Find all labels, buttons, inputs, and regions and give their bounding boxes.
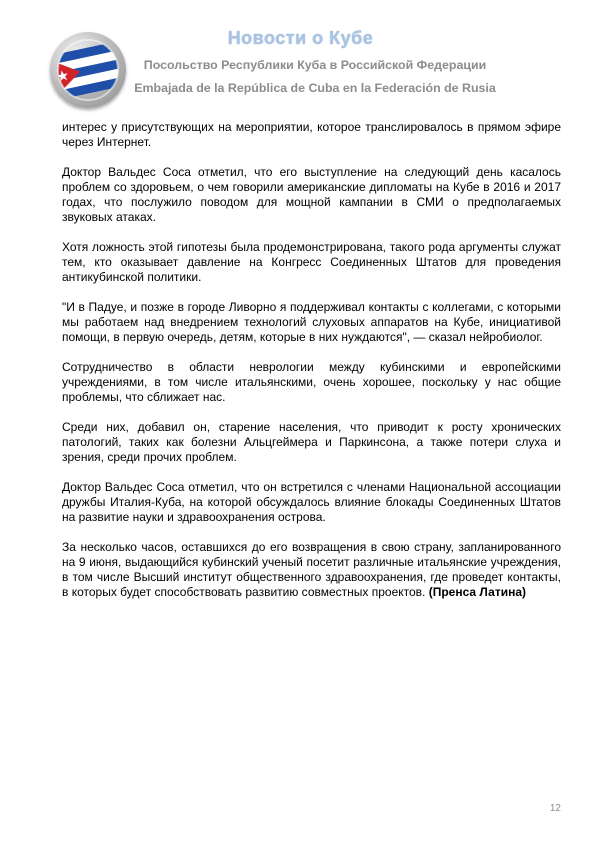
article-body xyxy=(62,120,561,600)
paragraph: интерес у присутствующих на мероприятии, которое транслировалось в прямом эфире через Интернет. xyxy=(62,120,561,149)
news-source: (Пренса Латина) xyxy=(428,585,526,599)
page-number: 12 xyxy=(549,803,561,814)
paragraph: Доктор Вальдес Соса отметил, что его выступление на следующий день касалось проблем со здоровьем, о чем говорили американские дипломаты на Кубе в 2016 и 2017 годах, что послужило поводом для мощной кампании в СМИ о предполагаемых звуковых атаках. xyxy=(62,165,561,224)
paragraph: "И в Падуе, и позже в городе Ливорно я поддерживал контакты с коллегами, с которыми мы работаем над внедрением технологий слуховых аппаратов на Кубе, инициативой помощи, в первую очередь, детям, которые в них нуждаются", — сказал нейробиолог. xyxy=(62,300,561,344)
page-header xyxy=(0,0,601,110)
masthead-title: Новости о Кубе xyxy=(227,28,374,48)
paragraph: Сотрудничество в области неврологии между кубинскими и европейскими учреждениями, в том числе итальянскими, очень хорошее, поскольку у нас общие проблемы, что сближает нас. xyxy=(62,360,561,404)
embassy-name-ru: Посольство Республики Куба в Российской Федерации xyxy=(143,58,487,72)
paragraph-text: За несколько часов, оставшихся до его возвращения в свою страну, запланированного на 9 июня, выдающийся кубинский ученый посетит различные итальянские учреждения, в том числе Высший институт общественного здравоохранения, где проведет контакты, в которых будет способствовать развитию совместных проектов. xyxy=(62,540,561,599)
paragraph: Доктор Вальдес Соса отметил, что он встретился с членами Национальной ассоциации дружбы Италия-Куба, на которой обсуждалось влияние блокады Соединенных Штатов на развитие науки и здравоохранения острова. xyxy=(62,480,561,524)
embassy-name-es: Embajada de la República de Cuba en la Federación de Rusia xyxy=(134,81,496,95)
paragraph: Среди них, добавил он, старение населения, что приводит к росту хронических патологий, таких как болезни Альцгеймера и Паркинсона, а также потери слуха и зрения, среди прочих проблем. xyxy=(62,420,561,464)
paragraph: Хотя ложность этой гипотезы была продемонстрирована, такого рода аргументы служат тем, кто оказывает давление на Конгресс Соединенных Штатов для проведения антикубинской политики. xyxy=(62,240,561,284)
last-paragraph xyxy=(62,540,561,600)
